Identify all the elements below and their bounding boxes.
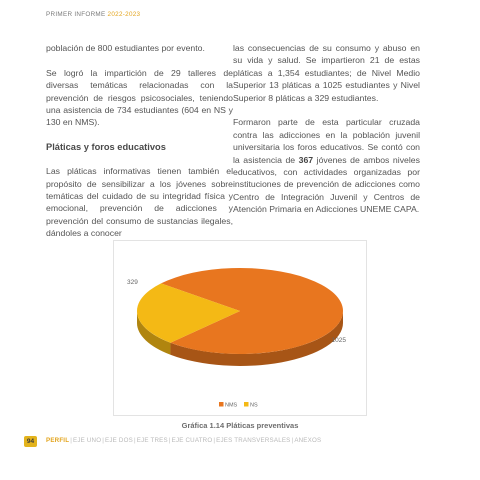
right-paragraph-2-start: Formaron parte de esta particular cruzada contra las adicciones en la población juvenil universitaria los foros educativos. Se contó con la asistencia de — [233, 117, 420, 165]
nav-item-eje-dos[interactable]: EJE DOS — [105, 437, 133, 444]
nav-item-ejes-transversales[interactable]: EJES TRANSVERSALES — [216, 437, 291, 444]
right-paragraph-1: las consecuencias de su consumo y abuso en su vida y salud. Se impartieron 21 de estas pláticas a 1,354 estudiantes; de Nivel Medio Superior 13 pláticas a 1025 estudiantes y Nivel Superior 8 pláticas a 329 estudiantes. — [233, 43, 420, 103]
page-number: 94 — [24, 436, 37, 447]
section-heading: Pláticas y foros educativos — [46, 141, 166, 152]
forum-attendance-count: 367 — [298, 154, 314, 165]
left-paragraph-2: Se logró la impartición de 29 talleres de diversas temáticas relacionadas con la prevención de riesgos psicosociales, teniendo una asistencia de 734 estudiantes (604 en NS y 130 en NMS). — [46, 67, 233, 128]
pie-chart-svg — [114, 241, 366, 415]
header-year: 2022-2023 — [107, 11, 141, 18]
nav-item-perfil[interactable]: PERFIL — [46, 437, 70, 444]
nav-separator: | — [291, 437, 294, 444]
nav-separator: | — [213, 437, 216, 444]
left-column — [46, 42, 233, 240]
running-header — [46, 11, 140, 18]
chart-caption: Gráfica 1.14 Pláticas preventivas — [181, 421, 299, 430]
right-column — [233, 42, 420, 216]
legend-label-ns: NS — [250, 402, 258, 409]
header-title: PRIMER INFORME — [46, 11, 106, 18]
section-navigation — [46, 437, 321, 444]
nav-item-anexos[interactable]: ANEXOS — [294, 437, 322, 444]
legend-label-nms: NMS — [225, 402, 238, 409]
data-label-ns: 329 — [127, 279, 138, 286]
pie-chart — [113, 240, 367, 416]
right-paragraph-2 — [233, 116, 420, 215]
nav-separator: | — [168, 437, 171, 444]
nav-item-eje-tres[interactable]: EJE TRES — [136, 437, 168, 444]
nav-item-eje-uno[interactable]: EJE UNO — [73, 437, 102, 444]
data-label-nms: 1025 — [331, 337, 346, 344]
nav-separator: | — [133, 437, 136, 444]
right-paragraph-2-end: jóvenes de ambos niveles educativos, con actividades organizadas por instituciones de prevención de adicciones como Centro de Integración Juvenil y Centros de Atención Primaria en Adicciones UNEME CAPA. — [233, 154, 420, 215]
left-paragraph-1: población de 800 estudiantes por evento. — [46, 43, 205, 53]
legend-swatch-nms — [219, 402, 224, 407]
nav-separator: | — [102, 437, 105, 444]
nav-separator: | — [70, 437, 73, 444]
left-paragraph-3: Las pláticas informativas tienen también el propósito de sensibilizar a los jóvenes sobre temáticas del cuidado de su integridad física y emocional, prevención de adicciones y prevención del consumo de sustancias ilegales, dándoles a conocer — [46, 166, 233, 239]
nav-item-eje-cuatro[interactable]: EJE CUATRO — [171, 437, 213, 444]
legend-swatch-ns — [244, 402, 249, 407]
